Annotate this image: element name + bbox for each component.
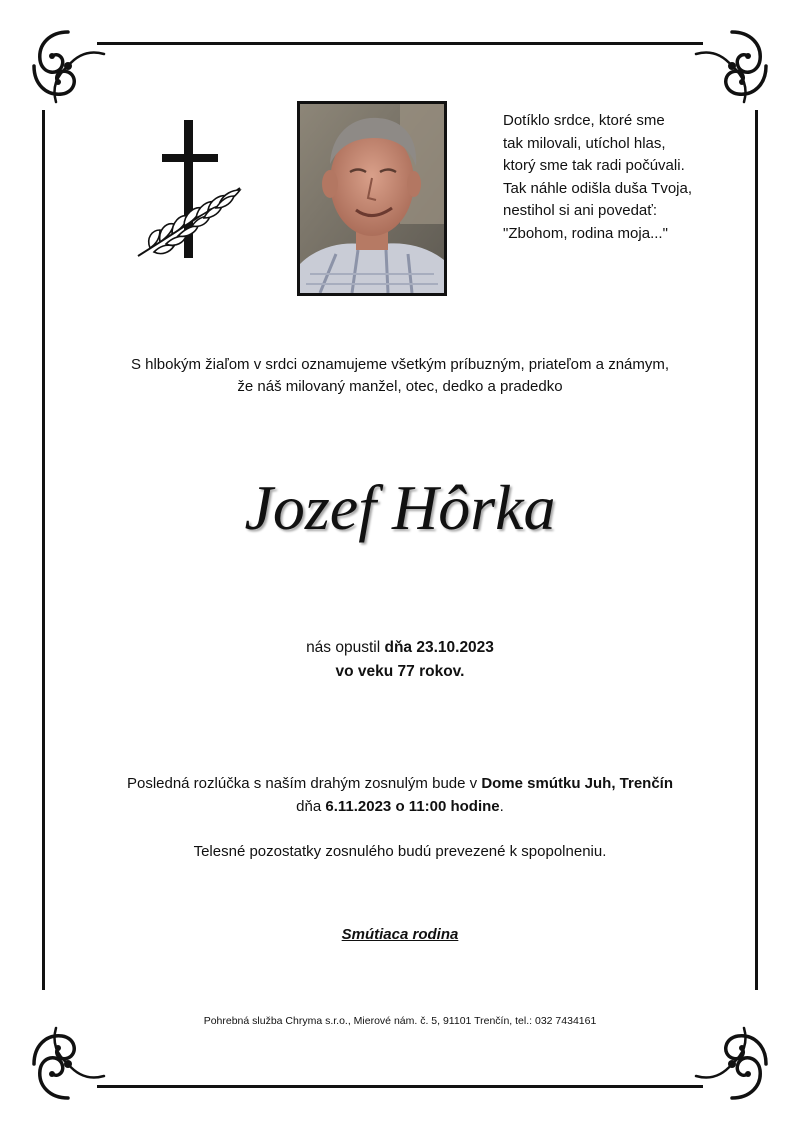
remains-text: Telesné pozostatky zosnulého budú prevezené k spopolneniu. [193, 843, 607, 860]
corner-ornament-bottom-left [28, 1024, 108, 1104]
announcement [60, 354, 740, 398]
poem-line: Dotíklo srdce, ktoré sme [503, 112, 665, 129]
family-signature: Smútiaca rodina [341, 926, 459, 943]
cross-with-palm-icon [130, 118, 250, 268]
poem [503, 110, 763, 245]
death-date: dňa 23.10.2023 [384, 639, 494, 656]
death-prefix: nás opustil [306, 639, 385, 656]
farewell-date-line [60, 795, 740, 818]
poem-line: tak milovali, utíchol hlas, [503, 134, 666, 152]
farewell-place-line [60, 772, 740, 795]
farewell-date: 6.11.2023 o 11:00 hodine [325, 798, 500, 815]
farewell-info [60, 772, 740, 818]
cross-with-palm [130, 118, 250, 268]
frame-top-line [97, 42, 703, 45]
frame-left-line [42, 110, 45, 990]
ornamental-swirl-icon [692, 26, 772, 106]
poem-line: "Zbohom, rodina moja..." [503, 224, 668, 242]
corner-ornament-top-left [28, 26, 108, 106]
portrait-image [300, 104, 444, 293]
announcement-line-2: že náš milovaný manžel, otec, dedko a pradedko [237, 378, 563, 395]
remains-info [60, 841, 740, 863]
farewell-date-suffix: . [499, 798, 504, 815]
death-age: vo veku 77 rokov. [335, 663, 465, 680]
poem-line: Tak náhle odišla duša Tvoja, [503, 179, 693, 197]
death-date-line [60, 636, 740, 660]
corner-ornament-top-right [692, 26, 772, 106]
farewell-date-prefix: dňa [296, 798, 326, 815]
poem-line: nestihol si ani povedať: [503, 202, 658, 219]
funeral-service-footer: Pohrebná služba Chryma s.r.o., Mierové nám. č. 5, 91101 Trenčín, tel.: 032 7434161 [203, 1015, 597, 1027]
portrait-photo [297, 101, 447, 296]
ornamental-swirl-icon [692, 1024, 772, 1104]
farewell-prefix: Posledná rozlúčka s naším drahým zosnulým bude v [126, 775, 482, 792]
deceased-name: Jozef Hôrka [244, 472, 556, 543]
announcement-line-1: S hlbokým žiaľom v srdci oznamujeme všetkým príbuzným, priateľom a známym, [130, 356, 670, 373]
poem-line: ktorý sme tak radi počúvali. [503, 157, 685, 174]
death-info [60, 636, 740, 684]
farewell-place: Dome smútku Juh, Trenčín [481, 775, 674, 792]
ornamental-swirl-icon [28, 1024, 108, 1104]
frame-bottom-line [97, 1085, 703, 1088]
ornamental-swirl-icon [28, 26, 108, 106]
corner-ornament-bottom-right [692, 1024, 772, 1104]
